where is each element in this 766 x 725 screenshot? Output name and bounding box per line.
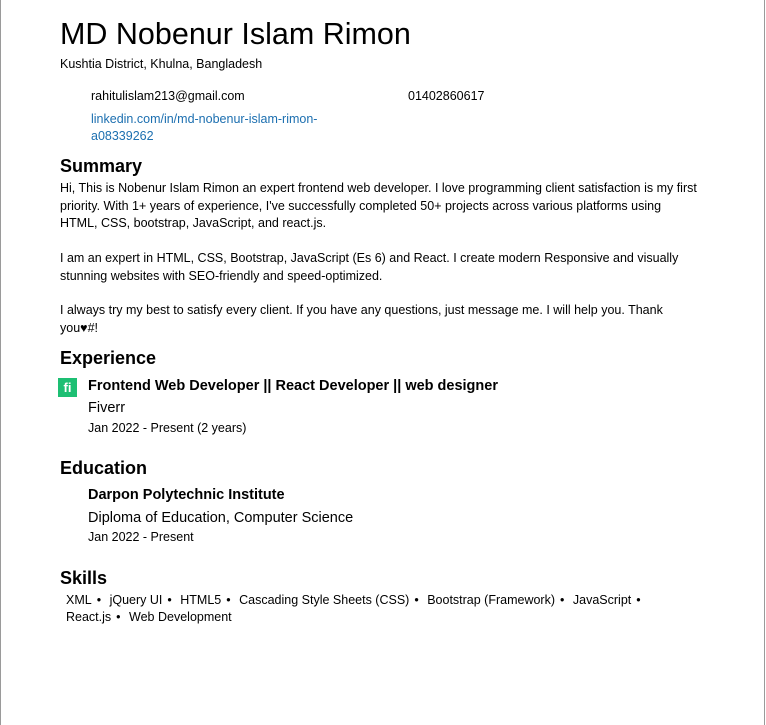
- skill-item: XML: [66, 593, 92, 607]
- contact-phone: 01402860617: [408, 89, 485, 103]
- contact-email: rahitulislam213@gmail.com: [91, 89, 245, 103]
- skill-separator: •: [226, 593, 231, 607]
- education-dates: Jan 2022 - Present: [88, 530, 194, 544]
- summary-heading: Summary: [60, 156, 143, 176]
- page-edge: [0, 0, 1, 725]
- skill-separator: •: [636, 593, 641, 607]
- school-name: Darpon Polytechnic Institute: [88, 487, 285, 503]
- skill-item: Cascading Style Sheets (CSS): [239, 593, 410, 607]
- resume-name: MD Nobenur Islam Rimon: [60, 17, 411, 51]
- degree: Diploma of Education, Computer Science: [88, 510, 354, 526]
- education-heading: Education: [60, 458, 148, 478]
- skill-item: Web Development: [129, 610, 232, 624]
- skill-item: React.js: [66, 610, 112, 624]
- summary-paragraph: Hi, This is Nobenur Islam Rimon an expert frontend web developer. I love programming client satisfaction is my first priority. With 1+ years of experience, I've successfully completed 50+ projects across various platforms using HTML, CSS, bootstrap, JavaScript, and react.js.: [60, 181, 697, 230]
- linkedin-link[interactable]: linkedin.com/in/md-nobenur-islam-rimon-a08339262: [91, 112, 318, 143]
- fiverr-logo-icon: fi: [58, 378, 77, 397]
- experience-heading: Experience: [60, 348, 157, 368]
- resume-location: Kushtia District, Khulna, Bangladesh: [60, 57, 263, 71]
- company-name: Fiverr: [88, 400, 126, 416]
- skills-list: [66, 592, 706, 626]
- skill-item: JavaScript: [572, 593, 632, 607]
- job-title: Frontend Web Developer || React Developer || web designer: [88, 378, 498, 394]
- page-edge: [764, 0, 765, 725]
- skill-separator: •: [96, 593, 102, 607]
- skill-separator: •: [116, 610, 121, 624]
- summary-paragraph: I always try my best to satisfy every client. If you have any questions, just message me. I will help you. Thank you♥#!: [60, 303, 663, 335]
- skills-heading: Skills: [60, 568, 108, 588]
- skill-item: HTML5: [180, 593, 222, 607]
- skill-separator: •: [560, 593, 565, 607]
- job-dates: Jan 2022 - Present (2 years): [88, 421, 247, 435]
- skill-item: jQuery UI: [109, 593, 163, 607]
- skill-separator: •: [414, 593, 419, 607]
- summary-paragraph: I am an expert in HTML, CSS, Bootstrap, JavaScript (Es 6) and React. I create modern Responsive and visually stunning websites with SEO-friendly and speed-optimized.: [60, 251, 679, 283]
- skill-separator: •: [167, 593, 172, 607]
- skill-item: Bootstrap (Framework): [427, 593, 556, 607]
